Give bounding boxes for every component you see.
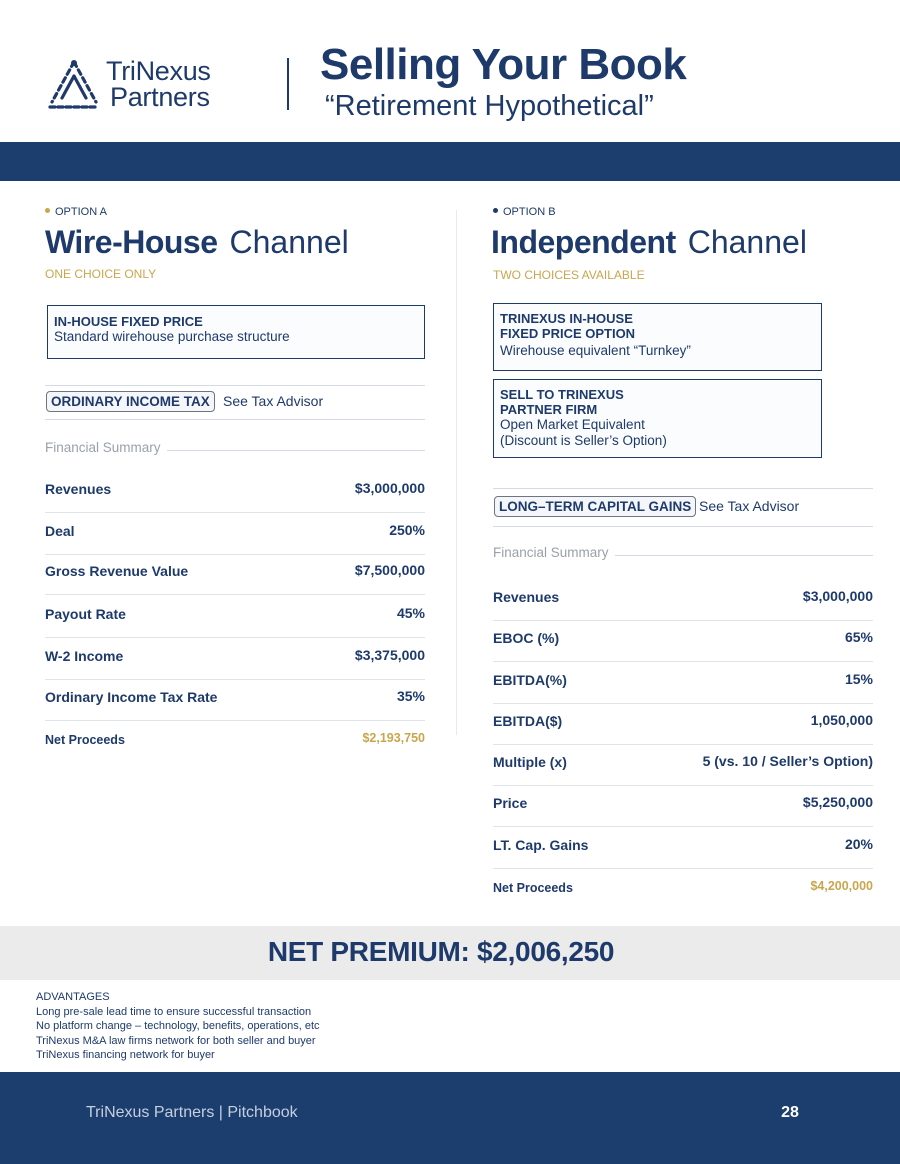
row-divider xyxy=(45,679,425,680)
row-divider xyxy=(45,720,425,721)
option-a-channel-light: Channel xyxy=(229,224,349,260)
financial-row-value: 20% xyxy=(844,836,873,852)
row-divider xyxy=(493,661,873,662)
option-a-choices-note: ONE CHOICE ONLY xyxy=(45,267,157,281)
option-b-label-text: OPTION B xyxy=(503,206,556,218)
financial-row-value: 15% xyxy=(844,671,873,687)
financial-row-value: $7,500,000 xyxy=(354,562,425,578)
option-b-tax-badge: LONG–TERM CAPITAL GAINS xyxy=(494,496,696,517)
company-logo xyxy=(46,56,236,114)
option-b-choices-note: TWO CHOICES AVAILABLE xyxy=(493,268,645,282)
column-divider xyxy=(456,210,457,735)
divider xyxy=(493,526,873,527)
financial-row-value: 250% xyxy=(389,522,425,538)
option-b-box2-subtitle-line2: (Discount is Seller’s Option) xyxy=(500,433,667,448)
divider xyxy=(615,555,873,556)
row-divider xyxy=(45,512,425,513)
logo-text-line2: Partners xyxy=(110,82,210,112)
financial-row-value: $3,375,000 xyxy=(354,647,425,663)
footer-brand: TriNexus Partners | Pitchbook xyxy=(86,1104,298,1121)
financial-row-label: EBOC (%) xyxy=(493,630,560,646)
financial-row-value: 35% xyxy=(396,688,425,704)
option-b-financial-summary-title: Financial Summary xyxy=(493,545,609,560)
financial-row-label: Gross Revenue Value xyxy=(45,563,189,579)
bullet-dot-icon xyxy=(493,208,498,213)
option-a-label-text: OPTION A xyxy=(55,206,107,218)
financial-row-label: Revenues xyxy=(45,481,112,497)
option-a-net-proceeds-label: Net Proceeds xyxy=(45,733,125,747)
divider xyxy=(45,419,425,420)
option-b-box2-title-line2: PARTNER FIRM xyxy=(500,402,598,417)
financial-row-label: W-2 Income xyxy=(45,648,124,664)
financial-row-label: Payout Rate xyxy=(45,606,126,622)
row-divider xyxy=(45,637,425,638)
option-a-net-proceeds-value: $2,193,750 xyxy=(362,731,425,745)
option-a-financial-summary-title: Financial Summary xyxy=(45,440,161,455)
financial-row-value: 5 (vs. 10 / Seller’s Option) xyxy=(702,753,873,769)
option-b-channel-heading xyxy=(491,224,807,261)
option-a-box-title: IN-HOUSE FIXED PRICE xyxy=(54,314,203,329)
logo-text-line1: TriNexus xyxy=(106,56,211,86)
header-band xyxy=(0,142,900,181)
financial-row-value: 1,050,000 xyxy=(810,712,873,728)
option-b-box1-title-line1: TRINEXUS IN-HOUSE xyxy=(500,311,633,326)
option-a-channel-bold: Wire-House xyxy=(45,224,218,260)
row-divider xyxy=(493,620,873,621)
option-b-net-proceeds-label: Net Proceeds xyxy=(493,881,573,895)
financial-row-label: EBITDA(%) xyxy=(493,672,567,688)
financial-row-value: $3,000,000 xyxy=(802,588,873,604)
page-number: 28 xyxy=(781,1104,799,1121)
financial-row-label: EBITDA($) xyxy=(493,713,563,729)
page-subtitle: “Retirement Hypothetical” xyxy=(325,90,654,122)
financial-row-value: 45% xyxy=(396,605,425,621)
row-divider xyxy=(493,744,873,745)
row-divider xyxy=(493,868,873,869)
option-b-channel-bold: Independent xyxy=(491,224,676,260)
option-b-label xyxy=(493,206,556,218)
row-divider xyxy=(45,594,425,595)
option-a-choice-box xyxy=(47,305,425,359)
option-b-box1-title-line2: FIXED PRICE OPTION xyxy=(500,326,636,341)
option-b-box2-subtitle-line1: Open Market Equivalent xyxy=(500,417,645,432)
option-b-channel-light: Channel xyxy=(687,224,807,260)
option-b-choice-box-inhouse xyxy=(493,303,822,371)
financial-row-value: $5,250,000 xyxy=(802,794,873,810)
option-a-label xyxy=(45,206,107,218)
advantage-item: No platform change – technology, benefits, operations, etc xyxy=(36,1020,320,1032)
triangle-network-logo-icon xyxy=(46,58,102,110)
financial-row-label: Revenues xyxy=(493,589,560,605)
financial-row-label: Ordinary Income Tax Rate xyxy=(45,689,218,705)
financial-row-label: Deal xyxy=(45,523,75,539)
divider xyxy=(45,385,425,386)
divider xyxy=(493,488,873,489)
option-a-box-subtitle: Standard wirehouse purchase structure xyxy=(54,329,290,344)
advantage-item: TriNexus M&A law firms network for both seller and buyer xyxy=(36,1034,316,1047)
advantages-section xyxy=(36,990,320,1063)
financial-row-value: 65% xyxy=(844,629,873,645)
option-b-tax-note: See Tax Advisor xyxy=(699,498,800,514)
option-a-channel-heading xyxy=(45,224,349,261)
option-a-tax-badge: ORDINARY INCOME TAX xyxy=(46,391,215,412)
header-divider xyxy=(287,58,289,110)
financial-row-label: Multiple (x) xyxy=(493,754,567,770)
option-a-tax-note: See Tax Advisor xyxy=(223,393,324,409)
financial-row-value: $3,000,000 xyxy=(354,480,425,496)
row-divider xyxy=(493,785,873,786)
option-b-net-proceeds-value: $4,200,000 xyxy=(810,879,873,893)
row-divider xyxy=(45,554,425,555)
advantage-item: TriNexus financing network for buyer xyxy=(36,1049,215,1061)
option-b-choice-box-partner xyxy=(493,379,822,458)
row-divider xyxy=(493,826,873,827)
page-title: Selling Your Book xyxy=(320,40,687,89)
divider xyxy=(167,450,425,451)
advantages-title: ADVANTAGES xyxy=(36,991,110,1003)
bullet-dot-icon xyxy=(45,208,50,213)
financial-row-label: Price xyxy=(493,795,528,811)
net-premium-text: NET PREMIUM: $2,006,250 xyxy=(267,936,615,967)
option-b-box2-title-line1: SELL TO TRINEXUS xyxy=(500,387,624,402)
row-divider xyxy=(493,703,873,704)
financial-row-label: LT. Cap. Gains xyxy=(493,837,589,853)
advantage-item: Long pre-sale lead time to ensure successful transaction xyxy=(36,1005,312,1018)
option-b-box1-subtitle: Wirehouse equivalent “Turnkey” xyxy=(500,343,691,358)
